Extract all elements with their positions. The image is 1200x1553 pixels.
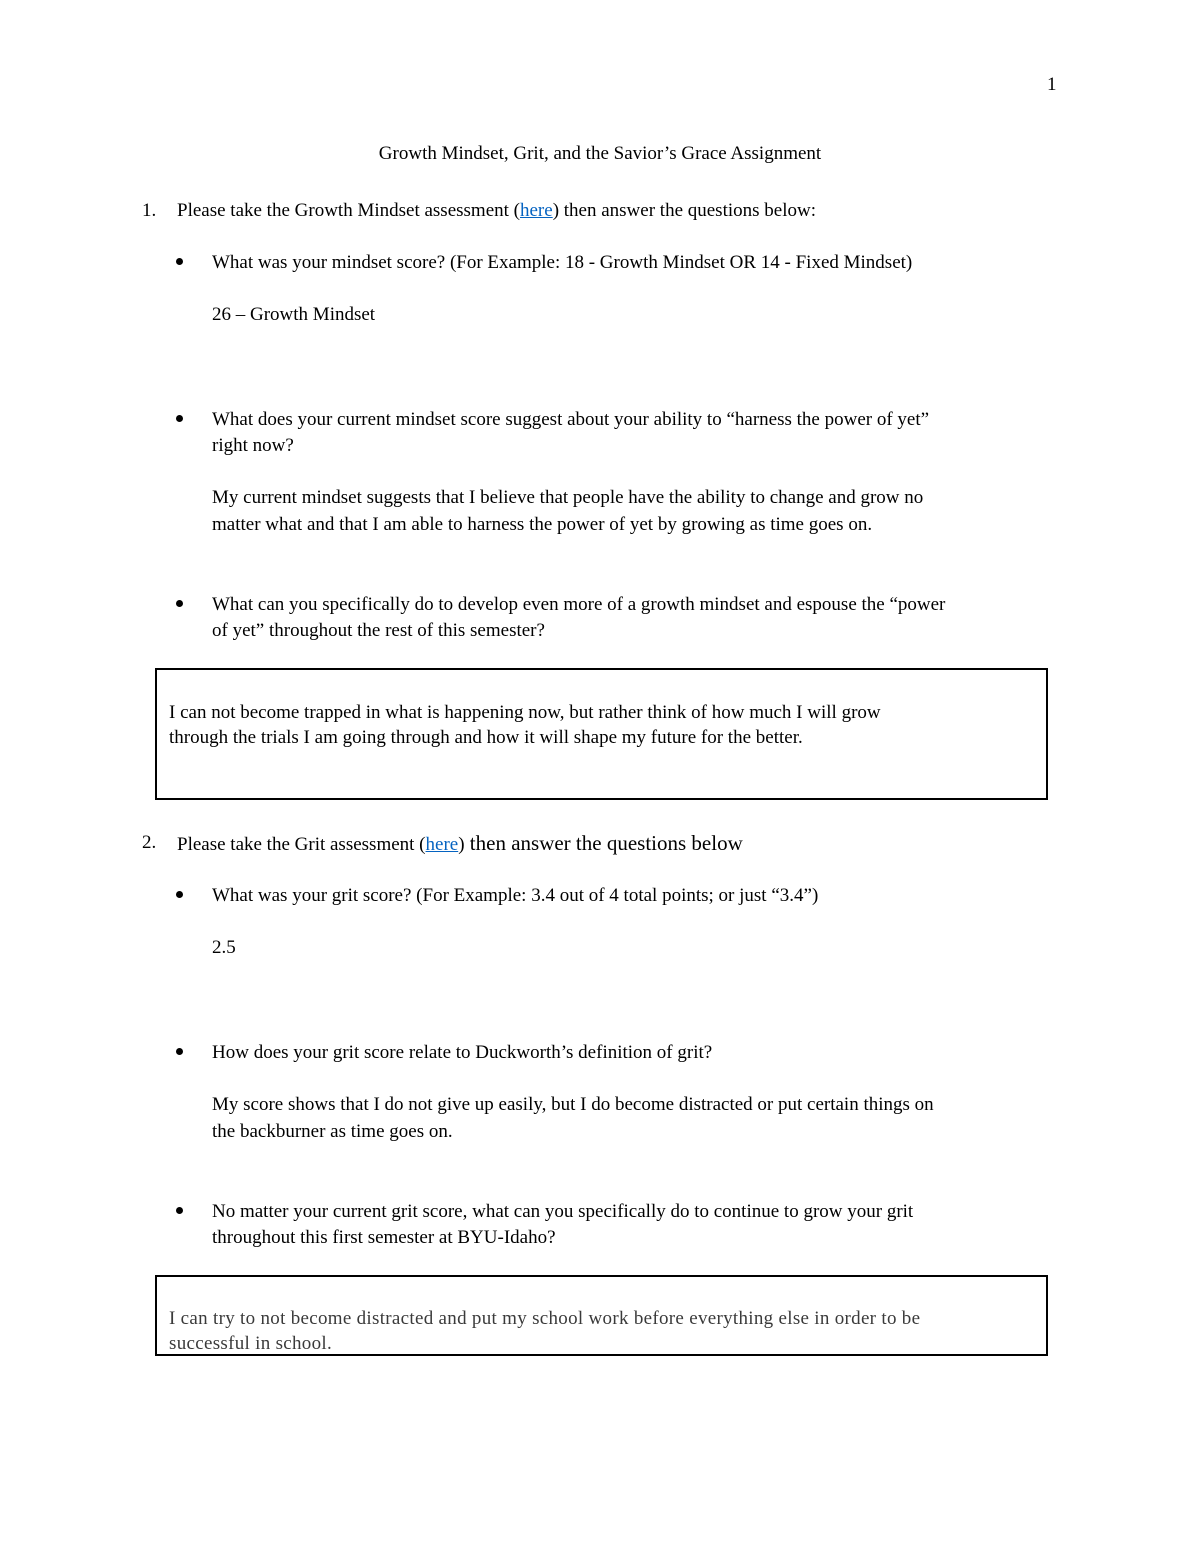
section-2-prompt-before: Please take the Grit assessment (: [177, 834, 426, 855]
grit-assessment-link[interactable]: here: [425, 834, 459, 855]
section-1-prompt-before: Please take the Growth Mindset assessment (: [177, 200, 520, 221]
page-number: 1: [1047, 74, 1057, 95]
bullet-icon: [176, 258, 183, 265]
section-1-prompt-after: ) then answer the questions below:: [552, 200, 816, 221]
grit-answer-2-line-2: the backburner as time goes on.: [212, 1121, 453, 1142]
section-1-number: 1.: [142, 200, 157, 221]
section-2-prompt: [177, 830, 743, 858]
page-title: Growth Mindset, Grit, and the Savior’s Grace Assignment: [378, 143, 822, 164]
section-2-number: 2.: [142, 832, 157, 853]
growth-mindset-link[interactable]: here: [519, 200, 553, 221]
mindset-question-1: What was your mindset score? (For Example: 18 - Growth Mindset OR 14 - Fixed Mindset): [212, 252, 913, 273]
mindset-question-3-line-2: of yet” throughout the rest of this semester?: [212, 620, 545, 641]
mindset-answer-box[interactable]: [155, 668, 1048, 800]
grit-answer-box[interactable]: [155, 1275, 1048, 1356]
mindset-question-2-line-1: What does your current mindset score suggest about your ability to “harness the power of yet”: [212, 409, 930, 430]
grit-box-line-1: I can try to not become distracted and put my school work before everything else in order to be: [169, 1308, 921, 1329]
grit-question-2: How does your grit score relate to Duckworth’s definition of grit?: [212, 1042, 713, 1063]
section-2-prompt-after: then answer the questions below: [464, 831, 743, 855]
grit-question-3-line-1: No matter your current grit score, what can you specifically do to continue to grow your grit: [212, 1201, 914, 1222]
mindset-answer-1: 26 – Growth Mindset: [212, 304, 376, 325]
section-1-prompt: [177, 198, 816, 224]
grit-answer-2-line-1: My score shows that I do not give up easily, but I do become distracted or put certain things on: [212, 1094, 934, 1115]
mindset-question-3-line-1: What can you specifically do to develop even more of a growth mindset and espouse the “power: [212, 594, 946, 615]
mindset-box-line-2: through the trials I am going through and how it will shape my future for the better.: [169, 727, 803, 748]
mindset-box-line-1: I can not become trapped in what is happening now, but rather think of how much I will grow: [169, 702, 881, 723]
mindset-question-2-line-2: right now?: [212, 435, 294, 456]
grit-box-line-2: successful in school.: [169, 1333, 333, 1354]
bullet-icon: [176, 1207, 183, 1214]
grit-question-1: What was your grit score? (For Example: 3.4 out of 4 total points; or just “3.4”): [212, 885, 819, 906]
mindset-answer-2-line-1: My current mindset suggests that I believe that people have the ability to change and grow no: [212, 487, 924, 508]
section-2-prompt-close: ): [458, 834, 465, 855]
bullet-icon: [176, 1048, 183, 1055]
mindset-answer-2-line-2: matter what and that I am able to harness the power of yet by growing as time goes on.: [212, 514, 873, 535]
bullet-icon: [176, 600, 183, 607]
grit-question-3-line-2: throughout this first semester at BYU-Idaho?: [212, 1227, 556, 1248]
bullet-icon: [176, 415, 183, 422]
bullet-icon: [176, 891, 183, 898]
grit-answer-1: 2.5: [212, 937, 236, 958]
